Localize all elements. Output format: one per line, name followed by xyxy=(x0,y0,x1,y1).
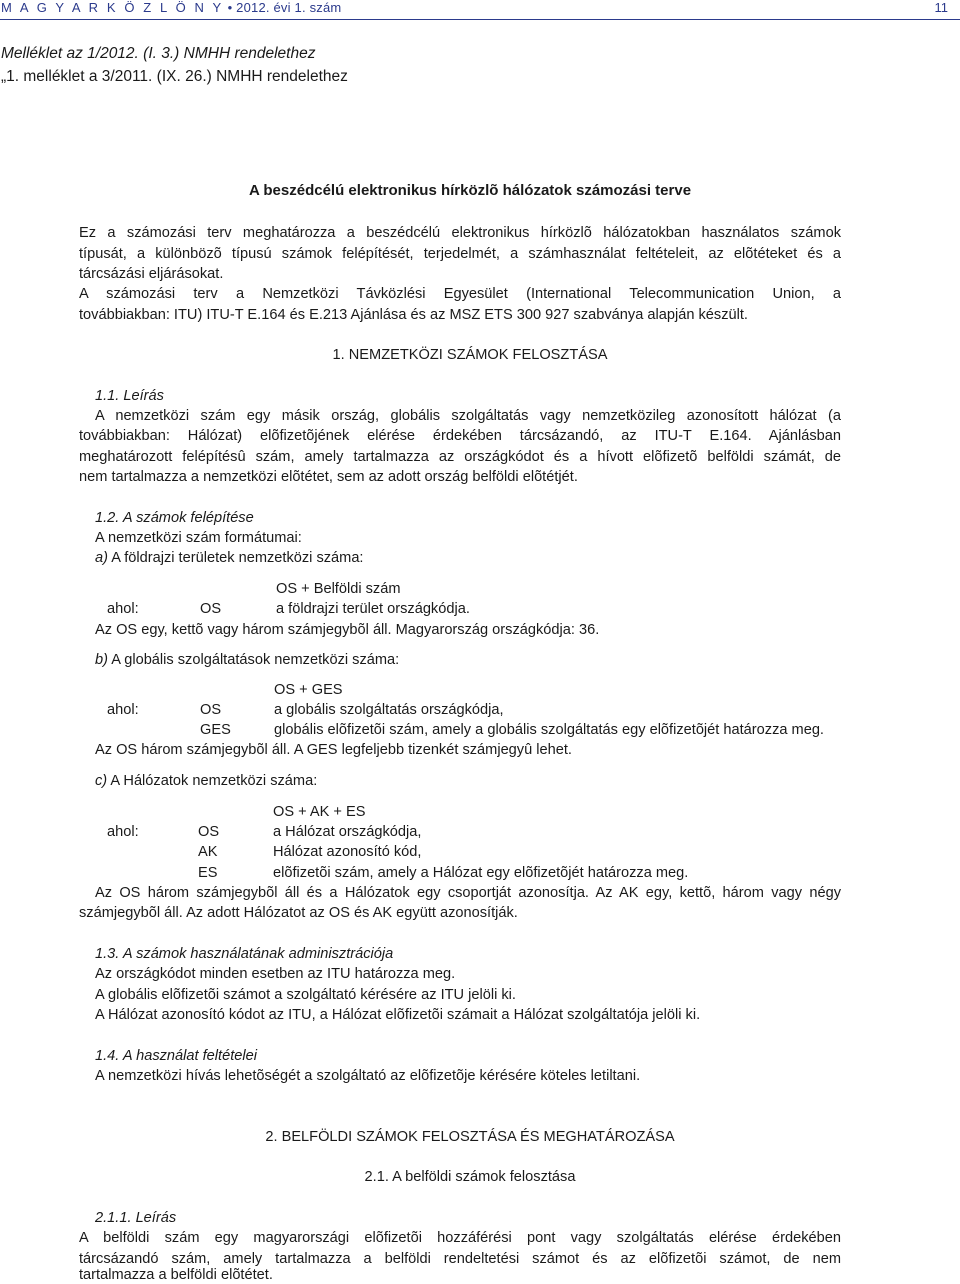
definition-code: AK xyxy=(198,844,218,860)
format-c-title xyxy=(95,772,317,790)
definition-code: OS xyxy=(198,824,220,840)
format-label: a) xyxy=(95,550,108,566)
definition-code: ES xyxy=(198,865,218,881)
header-bullet: • xyxy=(227,0,237,15)
format-label: c) xyxy=(95,773,108,789)
paragraph-line: A globális elõfizetõi számot a szolgáltató kérésére az ITU jelöli ki. xyxy=(95,987,516,1003)
format-note: Az OS egy, kettõ vagy három számjegybõl áll. Magyarország országkódja: 36. xyxy=(95,622,600,638)
format-note: Az OS három számjegybõl áll. A GES legfeljebb tizenkét számjegyû lehet. xyxy=(95,742,572,758)
paragraph-line: Az országkódot minden esetben az ITU határozza meg. xyxy=(95,966,456,982)
where-label: ahol: xyxy=(107,601,139,617)
intro-line: A számozási terv a Nemzetközi Távközlési Egyesület (International Telecommunication Union, a xyxy=(79,286,841,302)
formula: OS + Belföldi szám xyxy=(276,581,401,597)
journal-title: M A G Y A R K Ö Z L Ö N Y xyxy=(1,0,224,15)
format-a-title xyxy=(95,549,364,567)
section-heading: 2. BELFÖLDI SZÁMOK FELOSZTÁSA ÉS MEGHATÁROZÁSA xyxy=(265,1129,675,1145)
subsection-heading: 1.1. Leírás xyxy=(95,388,164,404)
definition-code: GES xyxy=(200,722,231,738)
format-title: A földrajzi területek nemzetközi száma: xyxy=(107,550,364,566)
where-label: ahol: xyxy=(107,824,139,840)
where-label: ahol: xyxy=(107,702,139,718)
format-b-title xyxy=(95,651,399,669)
definition-text: elõfizetõi szám, amely a Hálózat egy elõfizetõjét határozza meg. xyxy=(273,865,689,881)
subsection-heading: 1.3. A számok használatának adminisztrációja xyxy=(95,946,394,962)
paragraph-line: A Hálózat azonosító kódot az ITU, a Hálózat elõfizetõi számait a Hálózat szolgáltatója jelöli ki. xyxy=(95,1007,701,1023)
paragraph-line: tárcsázandó szám, amely tartalmazza a belföldi rendeltetési számot és az elõfizetõi számot, de nem xyxy=(79,1251,841,1267)
intro-line: továbbiakban: ITU) ITU-T E.164 és E.213 Ajánlása és az MSZ ETS 300 927 szabványa alapján készült. xyxy=(79,307,748,323)
subsection-heading: 2.1.1. Leírás xyxy=(95,1210,177,1226)
document-title: A beszédcélú elektronikus hírközlõ hálózatok számozási terve xyxy=(248,182,692,199)
definition-text: globális elõfizetõi szám, amely a globális szolgáltatás egy elõfizetõjét határozza meg. xyxy=(274,722,824,738)
format-title: A Hálózatok nemzetközi száma: xyxy=(107,773,318,789)
paragraph-line: A nemzetközi hívás lehetõségét a szolgáltató az elõfizetõje kérésére köteles letiltani. xyxy=(95,1068,641,1084)
header-rule xyxy=(0,19,960,20)
paragraph-line: meghatározott felépítésû szám, amely tartalmazza az országkódot és a hívott elõfizetõ belföldi számát, de xyxy=(79,449,841,465)
definition-text: Hálózat azonosító kód, xyxy=(273,844,422,860)
definition-text: a földrajzi terület országkódja. xyxy=(276,601,470,617)
intro-line: típusát, a különbözõ típusú számok felépítését, terjedelmét, a számhasználat feltételeit, az elõtéteket és a xyxy=(79,246,841,262)
format-label: b) xyxy=(95,652,108,668)
paragraph-line: nem tartalmazza a nemzetközi elõtétet, sem az adott ország belföldi elõtétjét. xyxy=(79,469,578,485)
subsection-heading: 1.4. A használat feltételei xyxy=(95,1048,257,1064)
format-note: Az OS három számjegybõl áll és a Hálózatok egy csoportját azonosítja. Az AK egy, kettõ, három vagy négy xyxy=(95,885,841,901)
formula: OS + AK + ES xyxy=(273,804,366,820)
paragraph-line: A nemzetközi szám formátumai: xyxy=(95,530,302,546)
subsection-heading: 1.2. A számok felépítése xyxy=(95,510,254,526)
format-title: A globális szolgáltatások nemzetközi száma: xyxy=(107,652,400,668)
subsection-heading: 2.1. A belföldi számok felosztása xyxy=(364,1169,576,1185)
journal-issue: 2012. évi 1. szám xyxy=(236,0,342,15)
intro-line: tárcsázási eljárásokat. xyxy=(79,266,224,282)
page-number: 11 xyxy=(934,0,948,15)
definition-text: a globális szolgáltatás országkódja, xyxy=(274,702,504,718)
section-heading: 1. NEMZETKÖZI SZÁMOK FELOSZTÁSA xyxy=(332,347,608,363)
journal-name xyxy=(1,0,341,15)
paragraph-line: tartalmazza a belföldi elõtétet. xyxy=(79,1267,273,1283)
paragraph-line: A belföldi szám egy magyarországi elõfizetõi hozzáférési pont vagy szolgáltatás elérése érdekében xyxy=(79,1230,841,1246)
paragraph-line: továbbiakban: Hálózat) elõfizetõjének elérése érdekében tárcsázandó, az ITU-T E.164. Ajánlásban xyxy=(79,428,841,444)
paragraph-line: A nemzetközi szám egy másik ország, globális szolgáltatás vagy nemzetközileg azonosított hálózat (a xyxy=(95,408,841,424)
annex-reference-2: „1. melléklet a 3/2011. (IX. 26.) NMHH rendelethez xyxy=(1,68,348,85)
format-note: számjegybõl áll. Az adott Hálózatot az OS és AK együtt azonosítják. xyxy=(79,905,518,921)
definition-code: OS xyxy=(200,601,222,617)
formula: OS + GES xyxy=(274,682,343,698)
intro-line: Ez a számozási terv meghatározza a beszédcélú elektronikus hírközlõ hálózatokban használatos számok xyxy=(79,225,841,241)
annex-reference: Melléklet az 1/2012. (I. 3.) NMHH rendelethez xyxy=(1,45,316,62)
definition-code: OS xyxy=(200,702,222,718)
definition-text: a Hálózat országkódja, xyxy=(273,824,422,840)
journal-header xyxy=(0,0,960,20)
